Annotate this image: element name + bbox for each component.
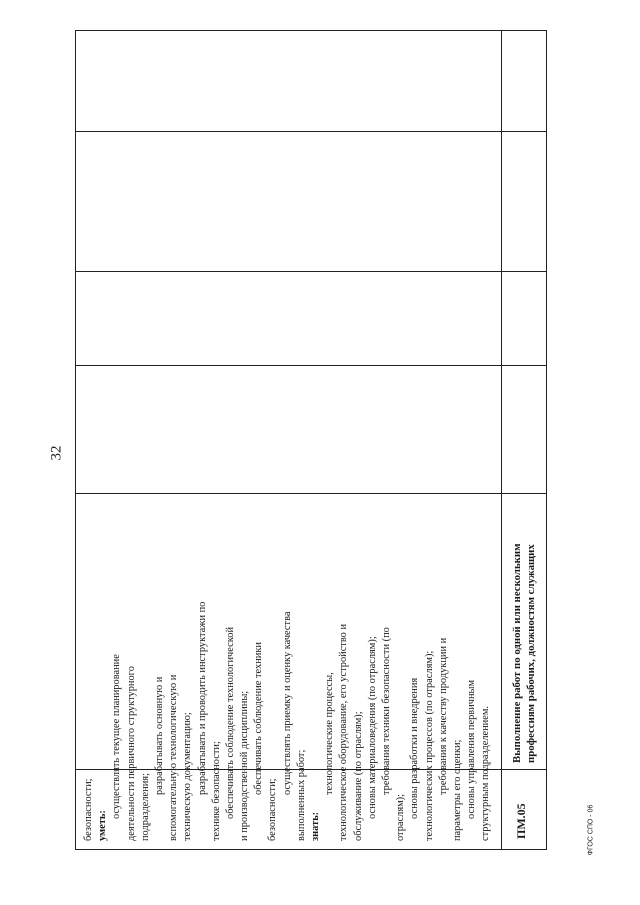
competency-line: осуществлять приемку и оценку качества: [281, 611, 293, 795]
column-divider: [76, 493, 546, 494]
pm-code: ПМ.05: [514, 803, 528, 839]
competency-line: подразделения;: [139, 773, 151, 841]
competency-line: технологических процессов (по отраслям);: [423, 650, 435, 841]
competency-line: знать:: [310, 811, 321, 841]
competency-line: обеспечивать соблюдение техники: [253, 642, 265, 795]
competency-line: деятельности первичного структурного: [125, 666, 137, 841]
competency-line: обеспечивать соблюдение технологической: [224, 626, 236, 819]
competency-line: технологическое оборудование, его устройство и: [338, 623, 350, 841]
competency-line: основы разработки и внедрения: [409, 677, 421, 819]
competency-line: требования к качеству продукции и: [437, 637, 449, 795]
pm-title-line: профессиям рабочих, должностям служащих: [525, 544, 537, 763]
competency-line: и производственной дисциплины;: [239, 690, 251, 841]
competency-line: разрабатывать основную и: [153, 676, 165, 795]
competency-line: безопасности;: [83, 778, 94, 841]
competency-line: осуществлять текущее планирование: [111, 654, 123, 819]
competency-line: отраслям);: [395, 793, 407, 841]
competency-line: структурным подразделением.: [480, 705, 492, 841]
column-divider: [76, 365, 546, 366]
competency-line: основы материаловедения (по отраслям);: [366, 636, 378, 819]
pm-code-cell: [506, 773, 542, 843]
competency-line: обслуживание (по отраслям);: [352, 711, 364, 841]
row-divider: [501, 31, 502, 849]
competency-line: технике безопасности;: [210, 741, 222, 841]
competency-line: требования техники безопасности (по: [380, 627, 392, 795]
competency-line: вспомогательную технологическую и: [168, 674, 180, 841]
column-divider: [76, 131, 546, 132]
curriculum-table: [75, 30, 547, 850]
page-number: 32: [48, 445, 65, 461]
competency-line: основы управления первичным: [466, 679, 478, 819]
pm-title-line: Выполнение работ по одной или нескольким: [511, 543, 523, 763]
competency-line: техническую документацию;: [182, 712, 194, 841]
competency-line: разрабатывать и проводить инструктажи по: [196, 601, 208, 795]
pm-title-cell: [506, 495, 544, 767]
pm-title: [506, 544, 538, 767]
competency-line: технологические процессы,: [324, 672, 336, 795]
page-footer: ФГОС СПО - 06: [587, 804, 595, 856]
competency-text: [82, 602, 493, 841]
competency-line: безопасности;: [267, 778, 279, 841]
competency-line: параметры его оценки;: [451, 739, 463, 841]
competency-cell: [82, 495, 498, 841]
competency-line: уметь:: [97, 810, 109, 841]
competency-line: выполненных работ;: [295, 749, 307, 841]
column-divider: [76, 271, 546, 272]
